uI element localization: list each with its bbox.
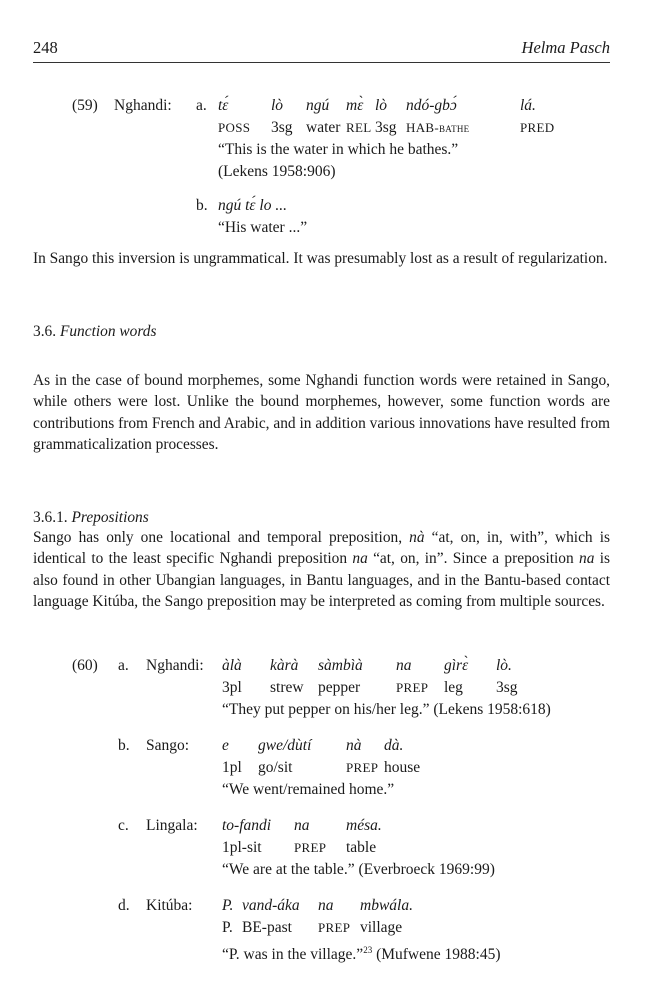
example-label: d. [118,897,130,914]
free-translation: “This is the water in which he bathes.” [218,141,459,158]
example-word: lò [375,97,388,114]
example-word: dà. [384,737,404,754]
example-word: tɛ́ [218,97,229,114]
gloss: house [384,759,421,776]
example-word: ngú [306,97,330,114]
gloss: leg [444,679,463,696]
gloss: BE-past [242,919,292,936]
free-translation: “His water ...” [218,219,308,236]
gloss: 1pl-sit [222,839,262,856]
gloss: P. [222,919,233,936]
text-run: “at, on, in”. Since a preposition [367,550,580,568]
example-word: lò [271,97,284,114]
example-number: (60) [72,657,98,674]
example-word: to-fandi [222,817,272,834]
footnote-marker: 23 [363,945,373,955]
gloss: HAB-bathe [406,120,470,135]
example-label: c. [118,817,129,834]
italic-term: na [352,550,368,568]
example-word: mbwála. [360,897,413,914]
gloss: pepper [318,679,361,696]
running-head-author: Helma Pasch [521,38,610,57]
gloss: 3sg [271,119,293,136]
example-word: nà [346,737,362,754]
free-translation: “We went/remained home.” [222,781,395,798]
free-translation: “They put pepper on his/her leg.” (Lekens 1958:618) [222,701,551,718]
subsection-heading [33,508,149,528]
example-language: Nghandi: [114,97,172,114]
gloss: go/sit [258,759,293,776]
example-language: Kitúba: [146,897,193,914]
example-word: e [222,737,229,754]
example-word: na [396,657,412,674]
text-run: is also found in other Ubangian languages, in Bantu languages, and in the Bantu-based contact language Kitúba, the Sango preposition may be interpreted as coming from multiple sources. [33,550,610,610]
example-word: mɛ̀ [346,97,364,114]
gloss: REL [346,120,372,135]
section-heading [33,322,156,342]
example-line: ngú tɛ́ lo ... [218,197,287,214]
example-word: lá. [520,97,536,114]
gloss: PREP [396,680,429,695]
example-number: (59) [72,97,98,114]
example-label: a. [118,657,129,674]
subsection-number: 3.6.1. [33,509,68,526]
paragraph: In Sango this inversion is ungrammatical. It was presumably lost as a result of regularization. [33,250,608,267]
example-label: b. [118,737,130,754]
example-word: P. [222,897,234,914]
italic-term: na [579,550,595,568]
example-word: na [318,897,334,914]
gloss: PREP [346,760,379,775]
example-word: mésa. [346,817,382,834]
paragraph [33,527,610,612]
gloss: 3sg [375,119,397,136]
example-word: sàmbìà [318,657,363,674]
gloss: POSS [218,120,251,135]
page-number: 248 [33,38,58,57]
example-word: gwe/dùtí [258,737,312,754]
subsection-title: Prepositions [71,509,149,526]
text-run: Sango has only one locational and temporal preposition, [33,529,410,546]
free-translation [222,940,500,965]
free-translation: “We are at the table.” (Everbroeck 1969:99) [222,861,495,878]
example-language: Nghandi: [146,657,204,674]
gloss: 3pl [222,679,242,696]
citation: (Lekens 1958:906) [218,163,336,180]
gloss: 3sg [496,679,518,696]
gloss: water [306,119,341,136]
example-language: Lingala: [146,817,198,834]
example-word: na [294,817,310,834]
gloss: PRED [520,120,555,135]
gloss: table [346,839,377,856]
example-language: Sango: [146,737,190,754]
gloss: village [360,919,403,936]
example-word: lò. [496,657,512,674]
example-word: gìrɛ̀ [444,657,469,674]
section-number: 3.6. [33,323,57,340]
header-rule [33,62,610,63]
italic-term: nà [409,529,425,546]
running-head [33,38,610,60]
gloss: PREP [294,840,327,855]
example-word: kàrà [270,657,299,674]
example-word: vand-áka [242,897,300,914]
gloss: PREP [318,920,351,935]
gloss: strew [270,679,304,696]
paragraph: As in the case of bound morphemes, some Nghandi function words were retained in Sango, while others were lost. Unlike the bound morphemes, however, some function words are contributions from French and Arabic, and in addition various innovations have resulted from grammaticalization processes. [33,372,610,453]
gloss: 1pl [222,759,242,776]
section-title: Function words [59,323,157,340]
citation: (Mufwene 1988:45) [372,946,501,964]
example-label: a. [196,97,207,114]
example-word: àlà [222,657,242,674]
example-word: ndó-gbɔ́ [406,97,457,114]
example-label: b. [196,197,208,214]
translation-text: “P. was in the village.” [222,946,364,964]
text-run: “at, on, in, with”, which is identical to the least specific Nghandi preposition [33,529,610,568]
